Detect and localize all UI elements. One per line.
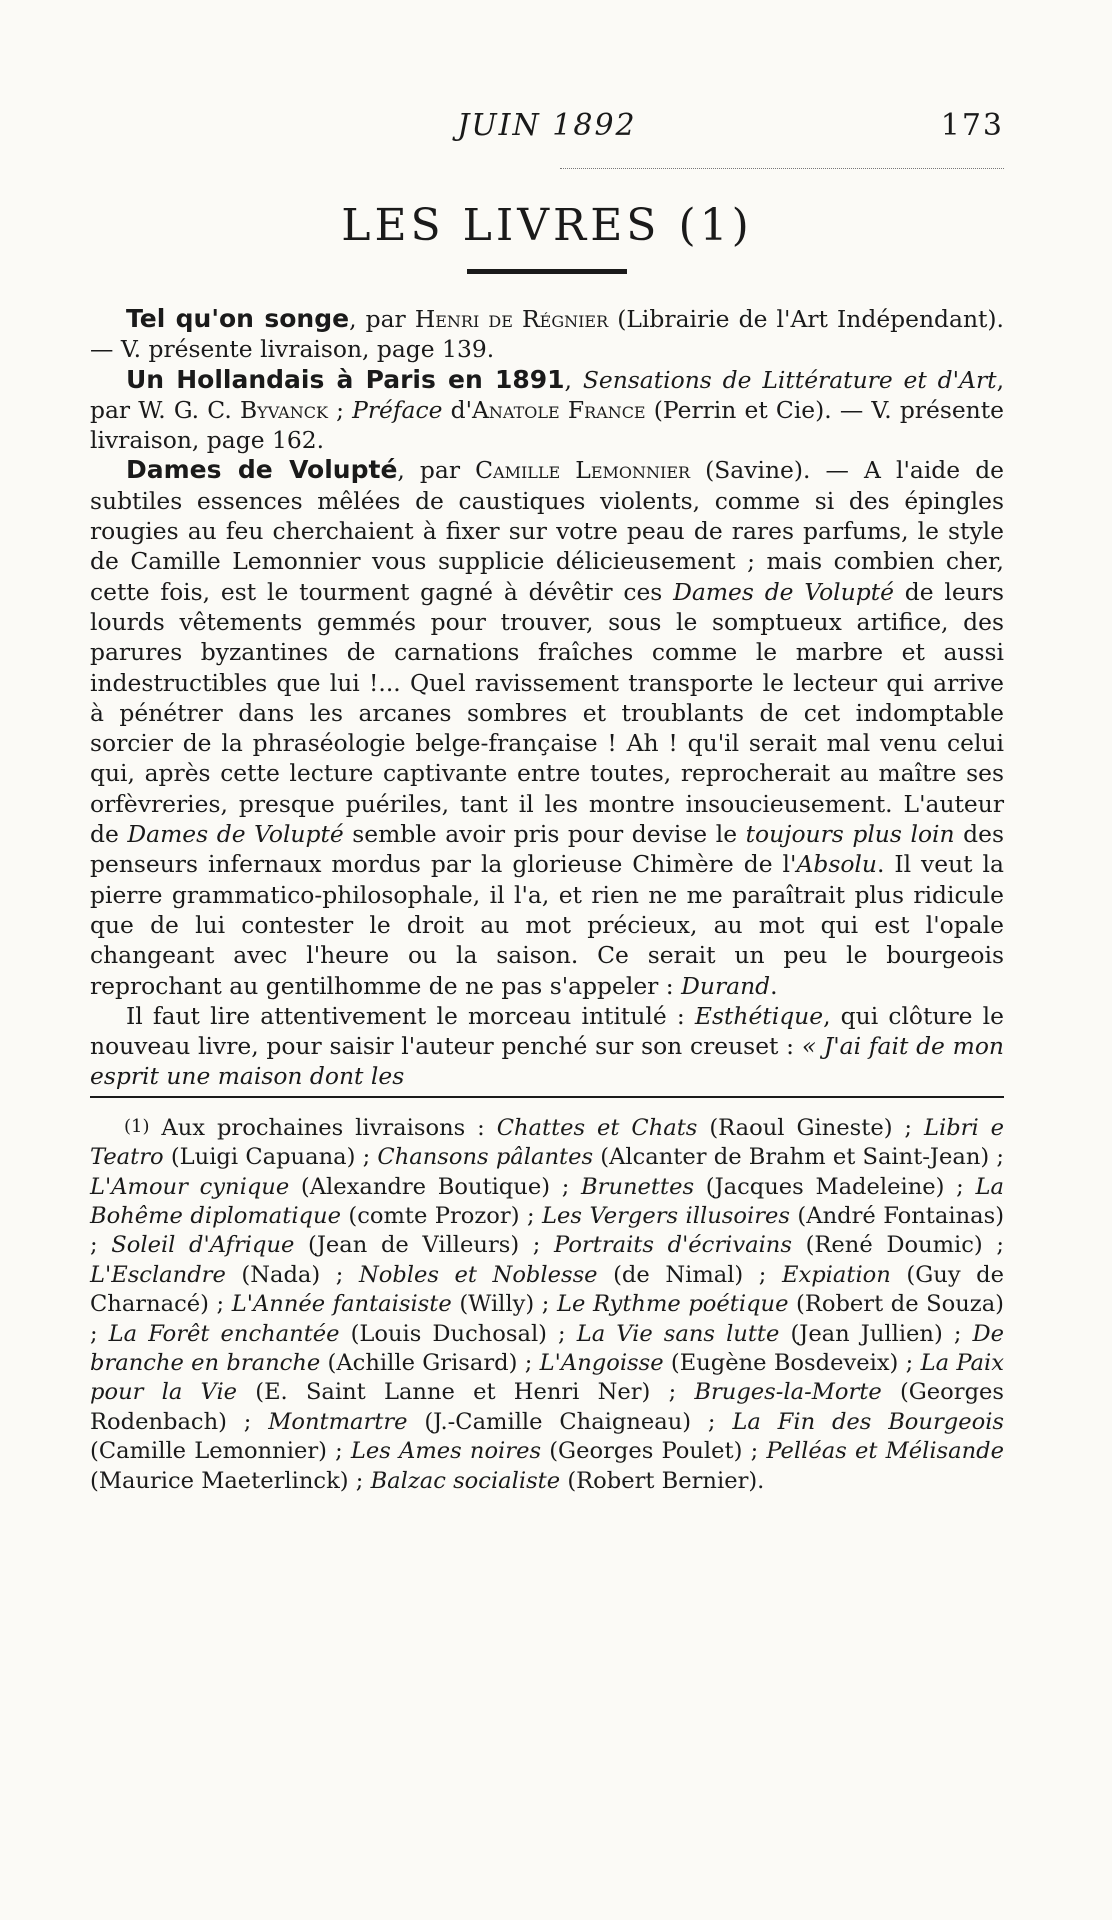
forthcoming-author: (Raoul Gineste) ; <box>697 1114 924 1141</box>
forthcoming-author: (Georges Rodenbach) ; <box>90 1379 1005 1435</box>
forthcoming-title: La Fin des Bourgeois <box>732 1408 1005 1435</box>
forthcoming-title: La Paix pour la Vie <box>90 1349 1004 1406</box>
running-head <box>90 108 1004 158</box>
footnote-mark: (1) <box>124 1115 150 1137</box>
forthcoming-title: Montmartre <box>268 1408 408 1435</box>
forthcoming-author: (Nada) ; <box>225 1261 359 1288</box>
forthcoming-title: Bruges-la-Morte <box>694 1379 882 1406</box>
forthcoming-title: Balzac socialiste <box>370 1467 561 1494</box>
review-italic: Absolu <box>796 850 877 879</box>
review-text: , qui clôture le nouveau livre, pour saisir l'auteur penché sur son creuset : <box>90 1001 1004 1061</box>
entry-text: , <box>564 365 583 394</box>
review-text: Il faut lire attentivement le morceau intitulé : <box>126 1001 695 1030</box>
forthcoming-author: (E. Saint Lanne et Henri Ner) ; <box>237 1379 695 1406</box>
forthcoming-author: (Robert Bernier). <box>560 1467 765 1494</box>
book-subtitle: Sensations de Littérature et d'Art <box>582 365 997 394</box>
forthcoming-author: (Maurice Maeterlinck) ; <box>90 1467 371 1494</box>
forthcoming-title: Chansons pâlantes <box>377 1144 594 1171</box>
forthcoming-author: (Camille Lemonnier) ; <box>90 1438 351 1465</box>
entry-text: (Librairie de l'Art Indépendant). — V. présente livraison, page 139. <box>90 305 1004 364</box>
footnote <box>90 1112 1004 1496</box>
forthcoming-author: (Alexandre Boutique) ; <box>289 1173 582 1200</box>
book-entry <box>90 304 1004 365</box>
book-entry <box>90 455 1004 1000</box>
forthcoming-author: (René Doumic) ; <box>791 1232 1005 1259</box>
forthcoming-title: Pelléas et Mélisande <box>766 1438 1005 1465</box>
entry-text: (Savine). — <box>690 456 864 485</box>
running-head-rule <box>560 168 1004 169</box>
review-text: de leurs lourds vêtements gemmés pour trouver, sous le somptueux artifice, des parures byzantines de carnations fraîches comme le marbre et aussi indestructibles que lui !... Quel ravissement transporte le lecteur qui arrive à pénétrer dans les arcanes sombres et troublants de cet indomptable sorcier de la phraséologie belge-française ! Ah ! qu'il serait mal venu celui qui, après cette lecture captivante entre toutes, reprocherait au maître ses orfèvreries, presque puériles, tant il les montre insoucieusement. L'auteur de <box>90 577 1004 849</box>
forthcoming-author: (Willy) ; <box>451 1291 557 1318</box>
forthcoming-title: L'Année fantaisiste <box>231 1291 452 1318</box>
forthcoming-author: (Alcanter de Brahm et Saint-Jean) ; <box>593 1144 1004 1171</box>
footnote-lead: Aux prochaines livraisons : <box>149 1114 497 1141</box>
forthcoming-author: (Luigi Capuana) ; <box>163 1144 378 1171</box>
section-note-ref: (1) <box>678 200 753 251</box>
forthcoming-author: (Louis Duchosal) ; <box>339 1320 577 1347</box>
entry-text: ; <box>327 395 353 424</box>
running-date: JUIN 1892 <box>457 108 637 143</box>
book-title: Un Hollandais à Paris en 1891 <box>126 364 565 394</box>
forthcoming-author: (comte Prozor) ; <box>340 1202 543 1229</box>
forthcoming-title: Brunettes <box>581 1173 695 1200</box>
entry-text: (Perrin et Cie). — V. présente livraison, page 162. <box>90 395 1004 455</box>
forthcoming-author: (de Nimal) ; <box>597 1261 782 1288</box>
forthcoming-author: (Achille Grisard) ; <box>320 1349 540 1376</box>
title-rule <box>467 269 627 274</box>
entry-text: , par <box>349 305 415 333</box>
forthcoming-author: (Robert de Souza) ; <box>90 1291 1004 1347</box>
forthcoming-title: La Vie sans lutte <box>576 1320 780 1347</box>
entry-text: , par W. G. C. <box>90 365 1005 424</box>
section-title-text: LES LIVRES <box>341 200 661 251</box>
forthcoming-title: Les Vergers illusoires <box>542 1202 790 1229</box>
forthcoming-title: La Forêt enchantée <box>108 1320 340 1347</box>
book-title: Tel qu'on songe <box>126 304 350 333</box>
review-text: A l'aide de subtiles essences mêlées de caustiques violents, comme si des épingles rougies au feu cherchaient à fixer sur votre peau de rares parfums, le style de Camille Lemonnier vous supplicie délicieusement ; mais combien cher, cette fois, est le tourment gagné à dévêtir ces <box>90 456 1005 606</box>
preface-author: Anatole France <box>472 395 646 424</box>
forthcoming-title: Les Ames noires <box>350 1438 542 1465</box>
section-title <box>90 200 1004 251</box>
forthcoming-title: De branche en branche <box>90 1320 1004 1376</box>
forthcoming-author: (J.-Camille Chaigneau) ; <box>407 1408 733 1435</box>
forthcoming-author: (Jean de Villeurs) ; <box>294 1232 555 1259</box>
forthcoming-title: Expiation <box>781 1261 891 1288</box>
book-entry <box>90 365 1004 456</box>
page-number: 173 <box>940 108 1004 143</box>
forthcoming-title: Nobles et Noblesse <box>358 1261 598 1288</box>
review-paragraph <box>90 1001 1004 1092</box>
book-author: Henri de Régnier <box>414 305 609 333</box>
forthcoming-title: Libri e Teatro <box>90 1114 1004 1171</box>
entry-text: d' <box>442 395 473 424</box>
review-text: . Il veut la pierre grammatico-philosophale, il l'a, et rien ne me paraîtrait plus ridicule que de lui contester le droit au mot précieux, au mot qui est l'opale changeant avec l'heure ou la saison. Ce serait un peu le bourgeois reprochant au gentilhomme de ne pas s'appeler : <box>90 850 1004 1000</box>
forthcoming-title: Chattes et Chats <box>496 1114 698 1141</box>
forthcoming-author: (André Fontainas) ; <box>90 1202 1005 1259</box>
forthcoming-title: L'Esclandre <box>90 1261 226 1288</box>
preface-label: Préface <box>352 395 443 424</box>
forthcoming-author: (Georges Poulet) ; <box>541 1438 767 1465</box>
review-italic: toujours plus loin <box>745 820 955 849</box>
forthcoming-title: La Bohême diplomatique <box>90 1173 1004 1229</box>
forthcoming-author: (Jean Jullien) ; <box>779 1320 973 1347</box>
review-italic: « J'ai fait de mon esprit une maison dont les <box>90 1032 1004 1091</box>
forthcoming-author: (Eugène Bosdeveix) ; <box>663 1349 921 1376</box>
review-italic: Durand <box>681 971 771 1000</box>
book-title: Dames de Volupté <box>126 455 398 485</box>
review-text: . <box>770 971 778 1000</box>
review-text: des penseurs infernaux mordus par la glorieuse Chimère de l' <box>90 820 1004 879</box>
footnote-separator <box>90 1096 1004 1098</box>
forthcoming-title: L'Amour cynique <box>90 1173 290 1200</box>
forthcoming-title: L'Angoisse <box>539 1349 664 1376</box>
book-author: Byvanck <box>239 395 328 424</box>
forthcoming-title: Portraits d'écrivains <box>554 1232 792 1259</box>
review-italic: Dames de Volupté <box>127 820 344 849</box>
forthcoming-author: (Guy de Charnacé) ; <box>90 1261 1004 1318</box>
entry-text: , par <box>397 456 476 485</box>
review-italic: Dames de Volupté <box>673 577 894 606</box>
review-text: semble avoir pris pour devise le <box>343 820 746 849</box>
book-author: Camille Lemonnier <box>475 456 691 485</box>
forthcoming-title: Le Rythme poétique <box>556 1291 789 1318</box>
forthcoming-title: Soleil d'Afrique <box>111 1232 295 1259</box>
review-italic: Esthétique <box>694 1001 824 1030</box>
forthcoming-author: (Jacques Madeleine) ; <box>694 1173 976 1200</box>
